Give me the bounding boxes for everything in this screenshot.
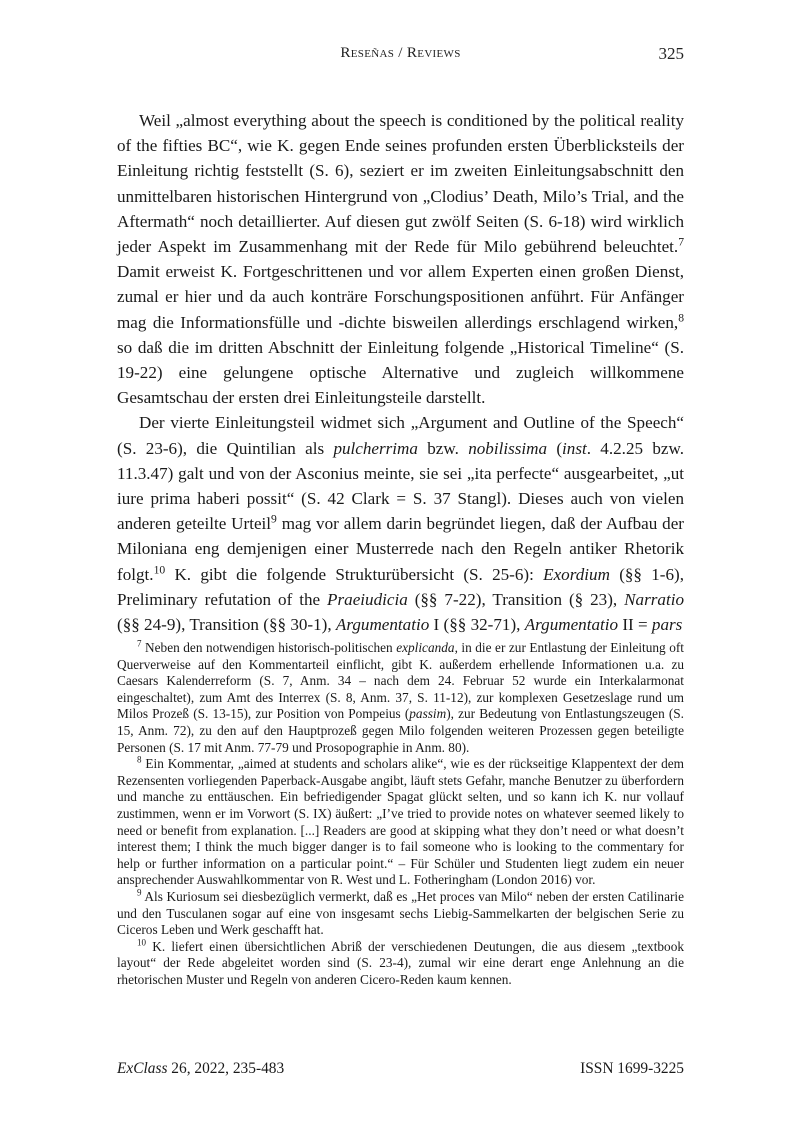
footnote-ref-8[interactable]: 8 bbox=[678, 310, 684, 324]
section-term-argumentatio-2: Argumentatio bbox=[524, 615, 619, 635]
journal-issue-pages: 26, 2022, 235-483 bbox=[167, 1060, 285, 1077]
issn: ISSN 1699-3225 bbox=[580, 1060, 684, 1077]
section-term-exordium: Exordium bbox=[543, 564, 610, 584]
running-head-title: Reseñas / Reviews bbox=[340, 44, 461, 61]
footnote-ref-9[interactable]: 9 bbox=[271, 512, 277, 526]
paragraph-2-segment-9: (§§ 24-9), Transition (§§ 30-1), bbox=[117, 615, 336, 635]
paragraph-1-segment-3: so daß die im dritten Abschnitt der Einleitung folgende „Historical Timeline“ (S. 19-22) eine gelungene optische Alternative und zugleich willkommene Gesamtschau der ersten drei Einleitungsteile darstellt. bbox=[117, 337, 684, 408]
footnote-9-text: Als Kuriosum sei diesbezüglich vermerkt, daß es „Het proces van Milo“ neben der ersten Catilinarie und den Tusculanen sogar auf eine von insgesamt sechs Liebig-Sammelkarten der belgischen Serie zu Ciceros Leben und Werk geschafft hat. bbox=[117, 888, 684, 938]
paragraph-1-segment-1: Weil „almost everything about the speech is conditioned by the political reality of the fifties BC“, wie K. gegen Ende seines profunden ersten Überblicksteils der Einleitung richtig feststellt (S. 6), seziert er im zweiten Einleitungsabschnitt den unmittelbaren historischen Hintergrund von „Clodius’ Death, Milo’s Trial, and the Aftermath“ noch detaillierter. Auf diesen gut zwölf Seiten (S. 6-18) wird wirklich jeder Aspekt im Zusammenhang mit der Rede für Milo gebührend beleuchtet. bbox=[117, 111, 684, 257]
latin-term-nobilissima: nobilissima bbox=[468, 438, 548, 458]
footnote-8-text: Ein Kommentar, „aimed at students and scholars alike“, wie es der rückseitige Klappentext der dem Rezensenten vorliegenden Paperback-Ausgabe angibt, läuft stets Gefahr, manche Benutzer zu überfordern und manche zu enttäuschen. Ein befriedigender Spagat glückt selten, und so kann ich K. nur vollauf zustimmen, wenn er im Vorwort (S. IX) äußert: „I’ve tried to provide notes on whatever seemed likely to need or benefit from explanation. [...] Readers are good at skipping what they don’t need or what doesn’t interest them; I think the much bigger danger is to fail someone who is looking to the commentary for help or further information on a particular point.“ – Für Schüler und Studenten liegt zudem ein neuer ansprechender Auswahlkommentar von R. West und L. Fotheringham (London 2016) vor. bbox=[117, 756, 684, 888]
footnote-marker-8: 8 bbox=[137, 754, 142, 765]
paragraph-2-segment-6: K. gibt die folgende Strukturübersicht (S. 25-6): bbox=[165, 564, 544, 584]
section-term-argumentatio-1: Argumentatio bbox=[335, 615, 430, 635]
paragraph-2-segment-3: ( bbox=[547, 438, 563, 458]
footnote-marker-9: 9 bbox=[137, 887, 142, 898]
footnote-8 bbox=[117, 756, 684, 889]
section-term-praeiudicia: Praeiudicia bbox=[327, 589, 408, 609]
footnote-10 bbox=[117, 939, 684, 989]
footnotes-section bbox=[117, 640, 684, 988]
page-footer bbox=[117, 1060, 684, 1078]
footnote-7-segment-3: ), zur Bedeutung von Entlastungszeugen (S. 15, Anm. 72), zu den auf den Hauptprozeß gegen Milo folgenden weiteren Prozessen gegen beteiligte Personen (S. 17 mit Anm. 77-79 und Prosopographie in Anm. 80). bbox=[117, 706, 684, 755]
footnote-ref-7[interactable]: 7 bbox=[678, 235, 684, 249]
journal-title: ExClass bbox=[117, 1060, 168, 1077]
body-paragraph-2 bbox=[117, 410, 684, 637]
section-term-pars: pars bbox=[651, 615, 683, 635]
footnote-marker-7: 7 bbox=[137, 638, 142, 649]
footnote-9 bbox=[117, 889, 684, 939]
section-term-narratio: Narratio bbox=[624, 589, 684, 609]
paragraph-2-segment-10: I (§§ 32-71), bbox=[429, 615, 525, 635]
paragraph-1-segment-2: Damit erweist K. Fortgeschrittenen und vor allem Experten einen großen Dienst, zumal er hier und da auch konträre Forschungspositionen anführt. Für Anfänger mag die Informationsfülle und -dichte bisweilen allerdings erschlagend wirken, bbox=[117, 262, 684, 332]
footnote-10-text: K. liefert einen übersichtlichen Abriß der verschiedenen Deutungen, die aus diesem „textbook layout“ der Rede abgeleitet worden sind (S. 23-4), zumal wir eine derart enge Anlehnung an die rhetorischen Muster und Regeln von anderen Cicero-Reden kaum kennen. bbox=[117, 938, 684, 987]
paragraph-2-segment-5: mag vor allem darin begründet liegen, daß der Aufbau der Miloniana eng demjenigen einer Musterrede nach den Regeln antiker Rhetorik folgt. bbox=[117, 514, 684, 584]
latin-term-pulcherrima: pulcherrima bbox=[333, 438, 418, 458]
body-text bbox=[117, 108, 684, 637]
paragraph-2-segment-8: (§§ 7-22), Transition (§ 23), bbox=[407, 589, 625, 609]
paragraph-2-segment-11: II = bbox=[618, 615, 652, 635]
footnote-7-segment-1: Neben den notwendigen historisch-politischen bbox=[141, 640, 397, 655]
citation-inst: inst bbox=[562, 438, 587, 458]
footnote-7 bbox=[117, 640, 684, 756]
running-head bbox=[117, 44, 684, 66]
footnote-7-segment-2: , in die er zur Entlastung der Einleitung oft Querverweise auf den Kommentarteil einflicht, gibt K. außerdem erhellende Informationen u.a. zu Caesars Kalenderreform (S. 7, Anm. 34 – nach dem 24. Februar 52 wurde ein Interkalarmonat eingeschaltet), zum Amt des Interrex (S. 8, Anm. 37, S. 11-12), zur komplexen Gesetzeslage rund um Milos Prozeß (S. 13-15), zur Position von Pompeius ( bbox=[117, 640, 684, 722]
footnote-marker-10: 10 bbox=[137, 937, 147, 948]
latin-term-explicanda: explicanda bbox=[396, 640, 455, 655]
paragraph-2-segment-2: bzw. bbox=[417, 438, 469, 458]
body-paragraph-1 bbox=[117, 108, 684, 410]
paragraph-2-segment-1: Der vierte Einleitungsteil widmet sich „Argument and Outline of the Speech“ (S. 23-6), die Quintilian als bbox=[117, 413, 684, 458]
footnote-ref-10[interactable]: 10 bbox=[153, 562, 166, 576]
paragraph-2-segment-7: (§§ 1-6), Preliminary refutation of the bbox=[117, 564, 684, 609]
journal-citation bbox=[117, 1060, 284, 1078]
page-number: 325 bbox=[658, 44, 684, 63]
latin-term-passim: passim bbox=[409, 706, 447, 722]
paragraph-2-segment-4: . 4.2.25 bzw. 11.3.47) galt und von der Asconius meinte, sie sei „ita perfecte“ ausgearbeitet, „ut iure prima haberi possit“ (S. 42 Clark = S. 37 Stangl). Dieses auch von vielen anderen geteilte Urteil bbox=[117, 438, 684, 534]
